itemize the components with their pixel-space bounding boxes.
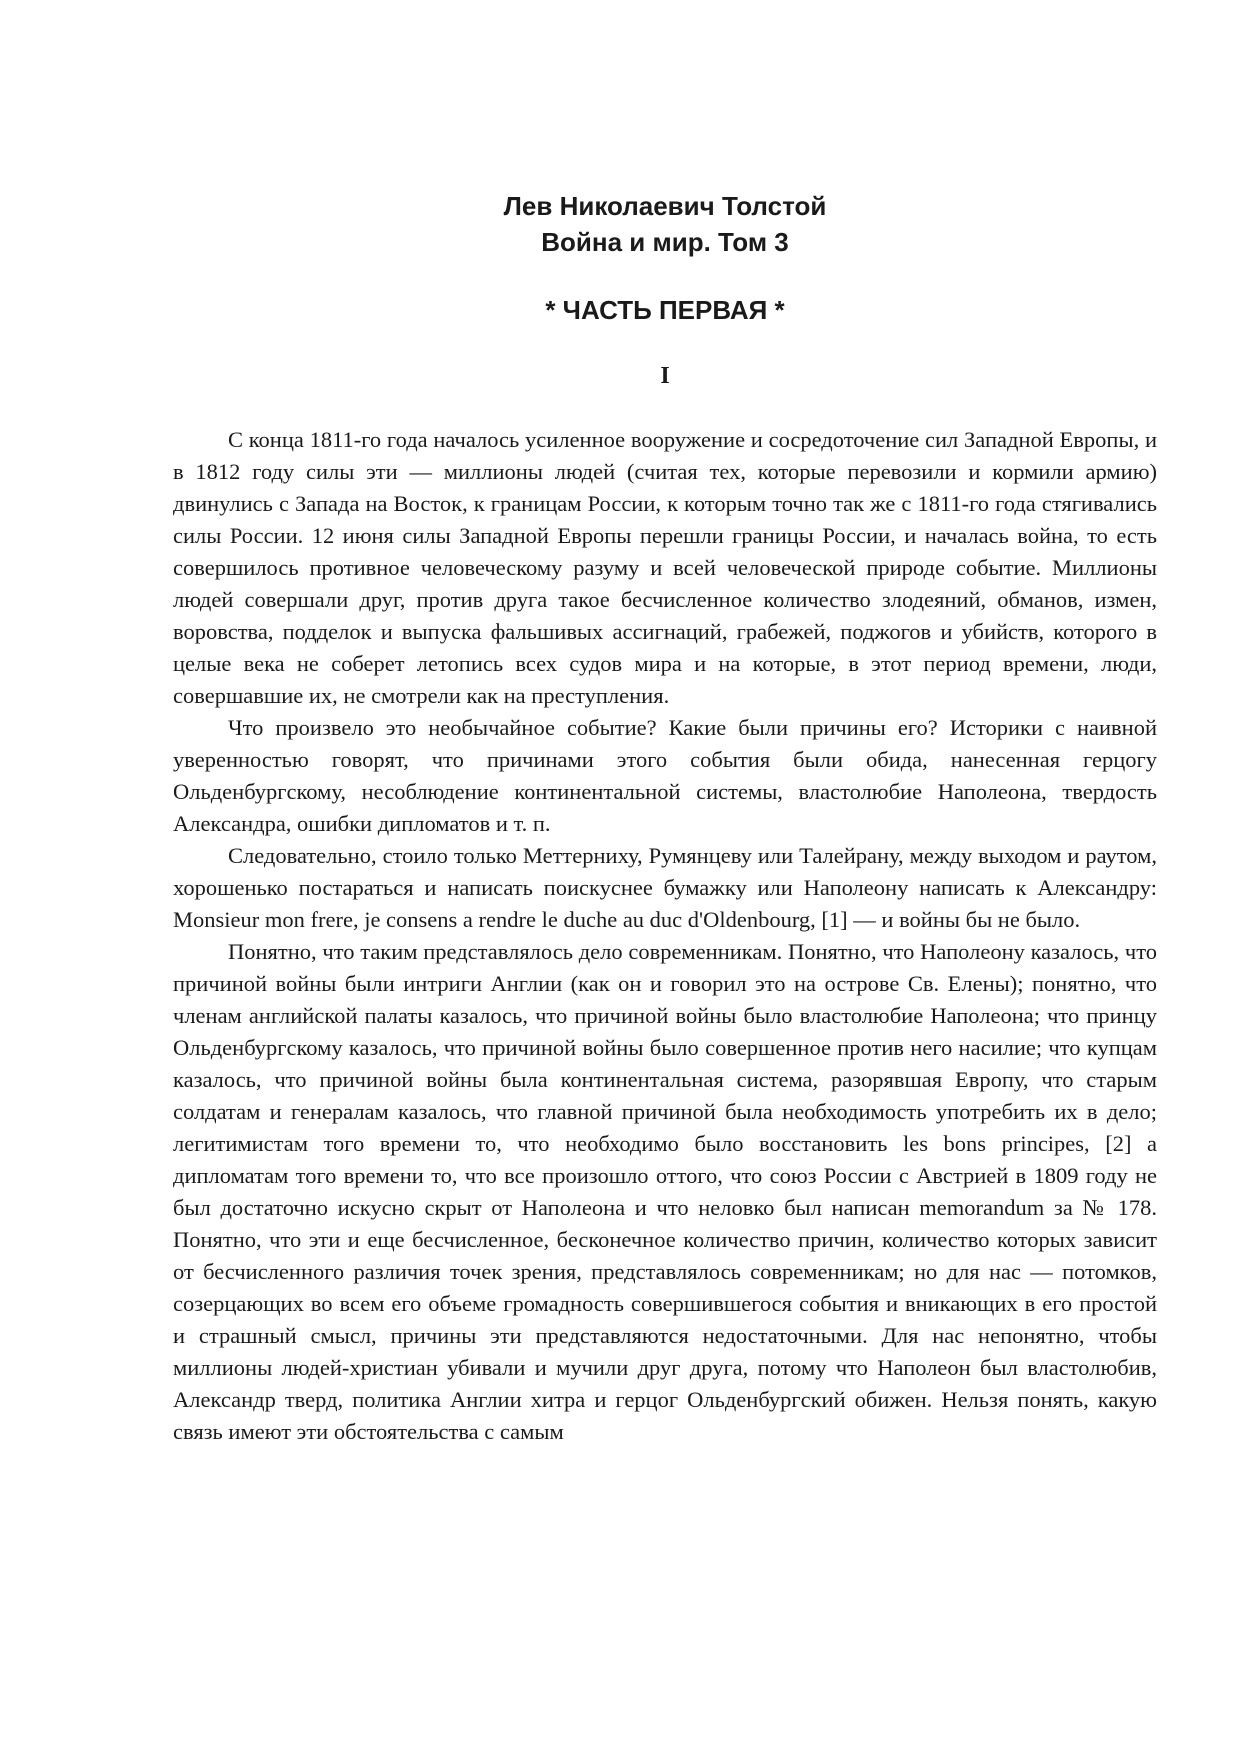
part-title: * ЧАСТЬ ПЕРВАЯ * (545, 295, 785, 325)
book-title: Война и мир. Том 3 (541, 227, 789, 257)
author-name: Лев Николаевич Толстой (503, 191, 827, 221)
body-text (173, 424, 1157, 1448)
paragraph-1: С конца 1811-го года началось усиленное вооружение и сосредоточение сил Западной Европы, и в 1812 году силы эти — миллионы людей (считая тех, которые перевозили и кормили армию) двинулись с Запада на Восток, к границам России, к которым точно так же с 1811-го года стягивались силы России. 12 июня силы Западной Европы перешли границы России, и началась война, то есть совершилось противное человеческому разуму и всей человеческой природе событие. Миллионы людей совершали друг, против друга такое бесчисленное количество злодеяний, обманов, измен, воровства, подделок и выпуска фальшивых ассигнаций, грабежей, поджогов и убийств, которого в целые века не соберет летопись всех судов мира и на которые, в этот период времени, люди, совершавшие их, не смотрели как на преступления. (173, 427, 1157, 708)
chapter-number: I (660, 363, 670, 389)
paragraph-3: Следовательно, стоило только Меттерниху, Румянцеву или Талейрану, между выходом и раутом, хорошенько постараться и написать поискуснее бумажку или Наполеону написать к Александру: Monsieur mon frere, je consens a rendre le duche au duc d'Oldenbourg, [1] — и войны бы не было. (173, 843, 1157, 932)
document-page (173, 188, 1157, 1448)
paragraph-2: Что произвело это необычайное событие? Какие были причины его? Историки с наивной уверенностью говорят, что причинами этого события были обида, нанесенная герцогу Ольденбургскому, несоблюдение континентальной системы, властолюбие Наполеона, твердость Александра, ошибки дипломатов и т. п. (173, 715, 1157, 836)
paragraph-4: Понятно, что таким представлялось дело современникам. Понятно, что Наполеону казалось, что причиной войны были интриги Англии (как он и говорил это на острове Св. Елены); понятно, что членам английской палаты казалось, что причиной войны было властолюбие Наполеона; что принцу Ольденбургскому казалось, что причиной войны было совершенное против него насилие; что купцам казалось, что причиной войны была континентальная система, разорявшая Европу, что старым солдатам и генералам казалось, что главной причиной была необходимость употребить их в дело; легитимистам того времени то, что необходимо было восстановить les bons principes, [2] а дипломатам того времени то, что все произошло оттого, что союз России с Австрией в 1809 году не был достаточно искусно скрыт от Наполеона и что неловко был написан memorandum за № 178. Понятно, что эти и еще бесчисленное, бесконечное количество причин, количество которых зависит от бесчисленного различия точек зрения, представлялось современникам; но для нас — потомков, созерцающих во всем его объеме громадность совершившегося события и вникающих в его простой и страшный смысл, причины эти представляются недостаточными. Для нас непонятно, чтобы миллионы людей-христиан убивали и мучили друг друга, потому что Наполеон был властолюбив, Александр тверд, политика Англии хитра и герцог Ольденбургский обижен. Нельзя понять, какую связь имеют эти обстоятельства с самым (173, 939, 1157, 1444)
